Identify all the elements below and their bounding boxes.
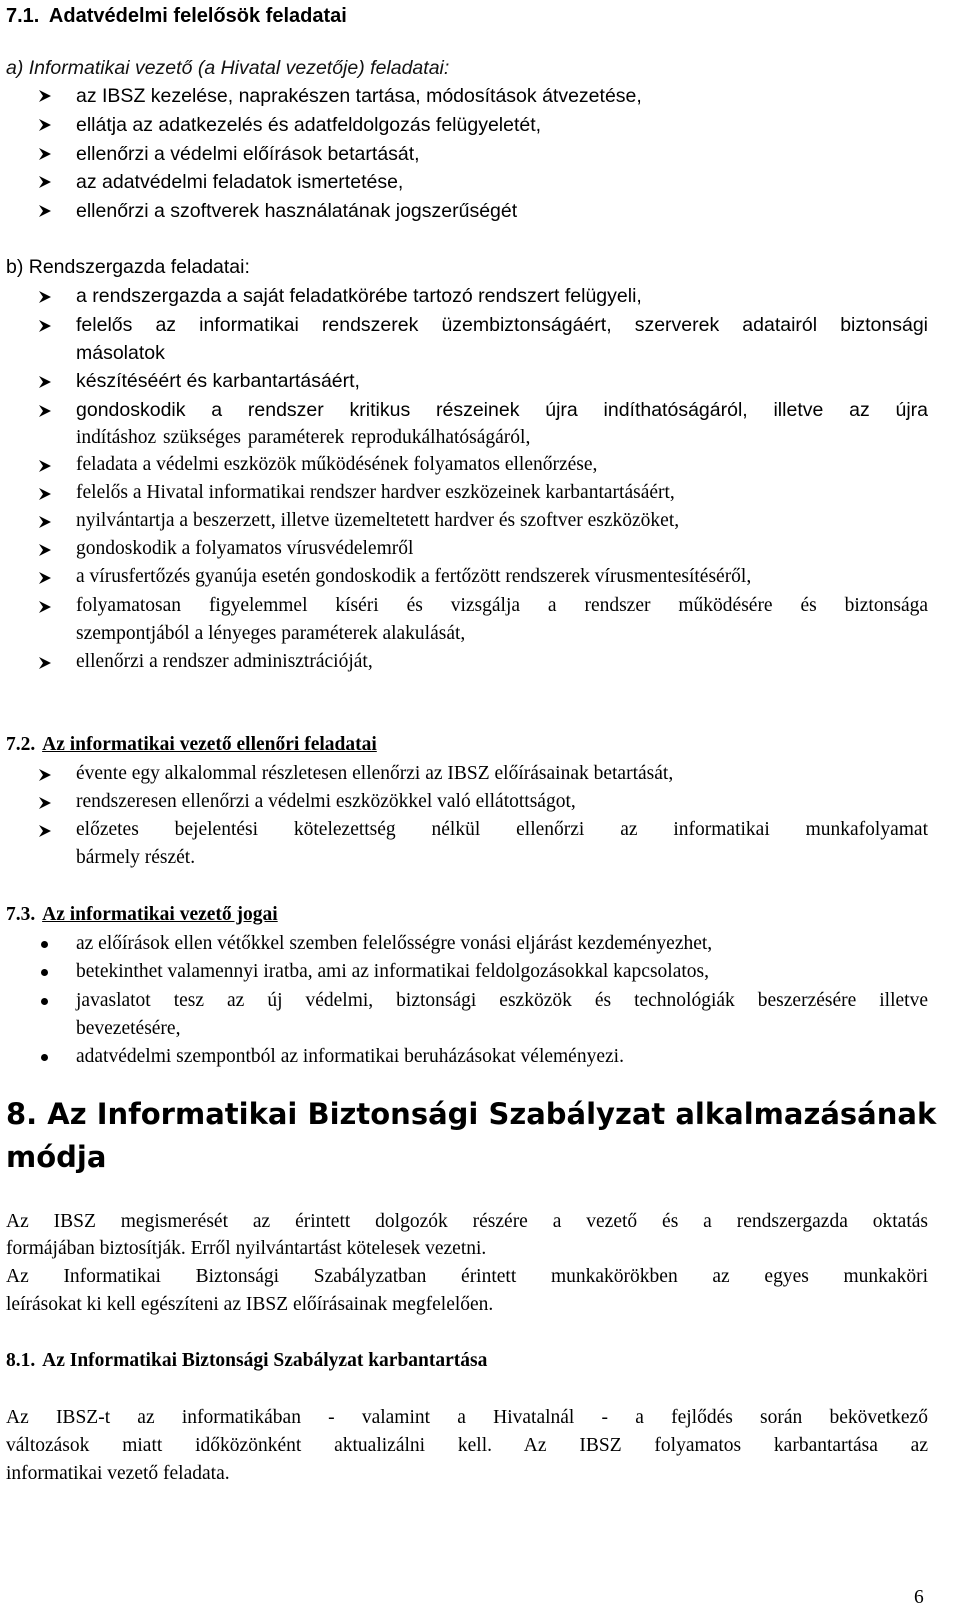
list-item: ellenőrzi a védelmi előírások betartását,: [76, 143, 420, 165]
list-item: a vírusfertőzés gyanúja esetén gondoskodik a fertőzött rendszerek vírusmentesítéséről,: [76, 566, 752, 587]
section-7-1-heading: [6, 4, 347, 28]
section-8-1-heading: [6, 1349, 487, 1373]
arrowhead-bullet-icon: [38, 319, 52, 333]
heading-number: 7.3.: [6, 904, 36, 925]
arrowhead-bullet-icon: [38, 656, 52, 670]
list-item-continuation: bevezetésére,: [76, 1018, 181, 1039]
section-7-2-heading: [6, 733, 377, 757]
heading-title: Adatvédelmi felelősök feladatai: [48, 5, 347, 27]
list-item: ellátja az adatkezelés és adatfeldolgozás felügyeletét,: [76, 114, 542, 136]
arrowhead-bullet-icon: [38, 147, 52, 161]
heading-number: 8.1.: [6, 1350, 36, 1371]
arrowhead-bullet-icon: [38, 175, 52, 189]
paragraph-line: formájában biztosítják. Erről nyilvántartást kötelesek vezetni.: [6, 1238, 487, 1259]
list-item: gondoskodik a rendszer kritikus részeinek újra indíthatóságáról, illetve az újra: [76, 399, 928, 421]
arrowhead-bullet-icon: [38, 404, 52, 418]
round-bullet-icon: [41, 941, 48, 948]
heading-title: Az Informatikai Biztonsági Szabályzat karbantartása: [42, 1350, 488, 1371]
paragraph-line: Az IBSZ-t az informatikában - valamint a Hivatalnál - a fejlődés során bekövetkező: [6, 1407, 928, 1428]
heading-title: Az informatikai vezető jogai: [42, 904, 278, 925]
list-item: gondoskodik a folyamatos vírusvédelemről: [76, 538, 414, 559]
arrowhead-bullet-icon: [38, 796, 52, 810]
list-item: felelős a Hivatal informatikai rendszer hardver eszközeinek karbantartásáért,: [76, 482, 675, 503]
paragraph-line: Az Informatikai Biztonsági Szabályzatban érintett munkakörökben az egyes munkaköri: [6, 1266, 928, 1287]
list-item: ellenőrzi a rendszer adminisztrációját,: [76, 651, 373, 672]
list-item: feladata a védelmi eszközök működésének folyamatos ellenőrzése,: [76, 454, 598, 475]
arrowhead-bullet-icon: [38, 487, 52, 501]
arrowhead-bullet-icon: [38, 768, 52, 782]
list-item: folyamatosan figyelemmel kíséri és vizsgálja a rendszer működésére és biztonsága: [76, 595, 928, 616]
arrowhead-bullet-icon: [38, 204, 52, 218]
list-item-continuation: indításhoz szükséges paraméterek reprodukálhatóságáról,: [76, 427, 531, 448]
list-item: nyilvántartja a beszerzett, illetve üzemeltetett hardver és szoftver eszközöket,: [76, 510, 680, 531]
list-item-continuation: másolatok: [76, 342, 165, 364]
arrowhead-bullet-icon: [38, 571, 52, 585]
list-item: előzetes bejelentési kötelezettség nélkül ellenőrzi az informatikai munkafolyamat: [76, 819, 928, 840]
arrowhead-bullet-icon: [38, 290, 52, 304]
arrowhead-bullet-icon: [38, 375, 52, 389]
paragraph-line: változások miatt időközönként aktualizálni kell. Az IBSZ folyamatos karbantartása az: [6, 1435, 928, 1456]
arrowhead-bullet-icon: [38, 459, 52, 473]
list-item: adatvédelmi szempontból az informatikai beruházásokat véleményezi.: [76, 1046, 624, 1067]
list-item: felelős az informatikai rendszerek üzembiztonságáért, szerverek adatairól biztonsági: [76, 314, 928, 336]
list-item-continuation: szempontjából a lényeges paraméterek alakulását,: [76, 623, 466, 644]
heading-title: Az informatikai vezető ellenőri feladatai: [42, 734, 377, 755]
arrowhead-bullet-icon: [38, 89, 52, 103]
sub-a-title: a) Informatikai vezető (a Hivatal vezetője) feladatai:: [6, 57, 450, 79]
list-item: évente egy alkalommal részletesen ellenőrzi az IBSZ előírásainak betartását,: [76, 763, 674, 784]
round-bullet-icon: [41, 969, 48, 976]
list-item: az IBSZ kezelése, naprakészen tartása, módosítások átvezetése,: [76, 85, 642, 107]
paragraph-line: Az IBSZ megismerését az érintett dolgozók részére a vezető és a rendszergazda oktatás: [6, 1211, 928, 1232]
section-7-3-heading: [6, 903, 278, 927]
arrowhead-bullet-icon: [38, 600, 52, 614]
list-item: az előírások ellen vétőkkel szemben felelősségre vonási eljárást kezdeményezhet,: [76, 933, 713, 954]
list-item: az adatvédelmi feladatok ismertetése,: [76, 171, 404, 193]
arrowhead-bullet-icon: [38, 543, 52, 557]
list-item: rendszeresen ellenőrzi a védelmi eszközökkel való ellátottságot,: [76, 791, 576, 812]
arrowhead-bullet-icon: [38, 118, 52, 132]
list-item-continuation: bármely részét.: [76, 847, 196, 868]
list-item: ellenőrzi a szoftverek használatának jogszerűségét: [76, 200, 518, 222]
round-bullet-icon: [41, 1054, 48, 1061]
heading-number: 7.2.: [6, 734, 36, 755]
paragraph-line: informatikai vezető feladata.: [6, 1463, 230, 1484]
list-item: a rendszergazda a saját feladatkörébe tartozó rendszert felügyeli,: [76, 285, 642, 307]
page-number: 6: [914, 1587, 924, 1608]
list-item: készítéséért és karbantartásáért,: [76, 370, 360, 392]
round-bullet-icon: [41, 998, 48, 1005]
list-item: javaslatot tesz az új védelmi, biztonsági eszközök és technológiák beszerzésére illetve: [76, 990, 928, 1011]
heading-number: 7.1.: [6, 5, 40, 27]
arrowhead-bullet-icon: [38, 515, 52, 529]
sub-b-title: b) Rendszergazda feladatai:: [6, 256, 250, 278]
arrowhead-bullet-icon: [38, 824, 52, 838]
list-item: betekinthet valamennyi iratba, ami az informatikai feldolgozásokkal kapcsolatos,: [76, 961, 709, 982]
section-8-heading-line-1: 8. Az Informatikai Biztonsági Szabályzat alkalmazásának: [6, 1097, 937, 1131]
paragraph-line: leírásokat ki kell egészíteni az IBSZ előírásainak megfelelően.: [6, 1294, 494, 1315]
section-8-heading-line-2: módja: [6, 1140, 107, 1174]
